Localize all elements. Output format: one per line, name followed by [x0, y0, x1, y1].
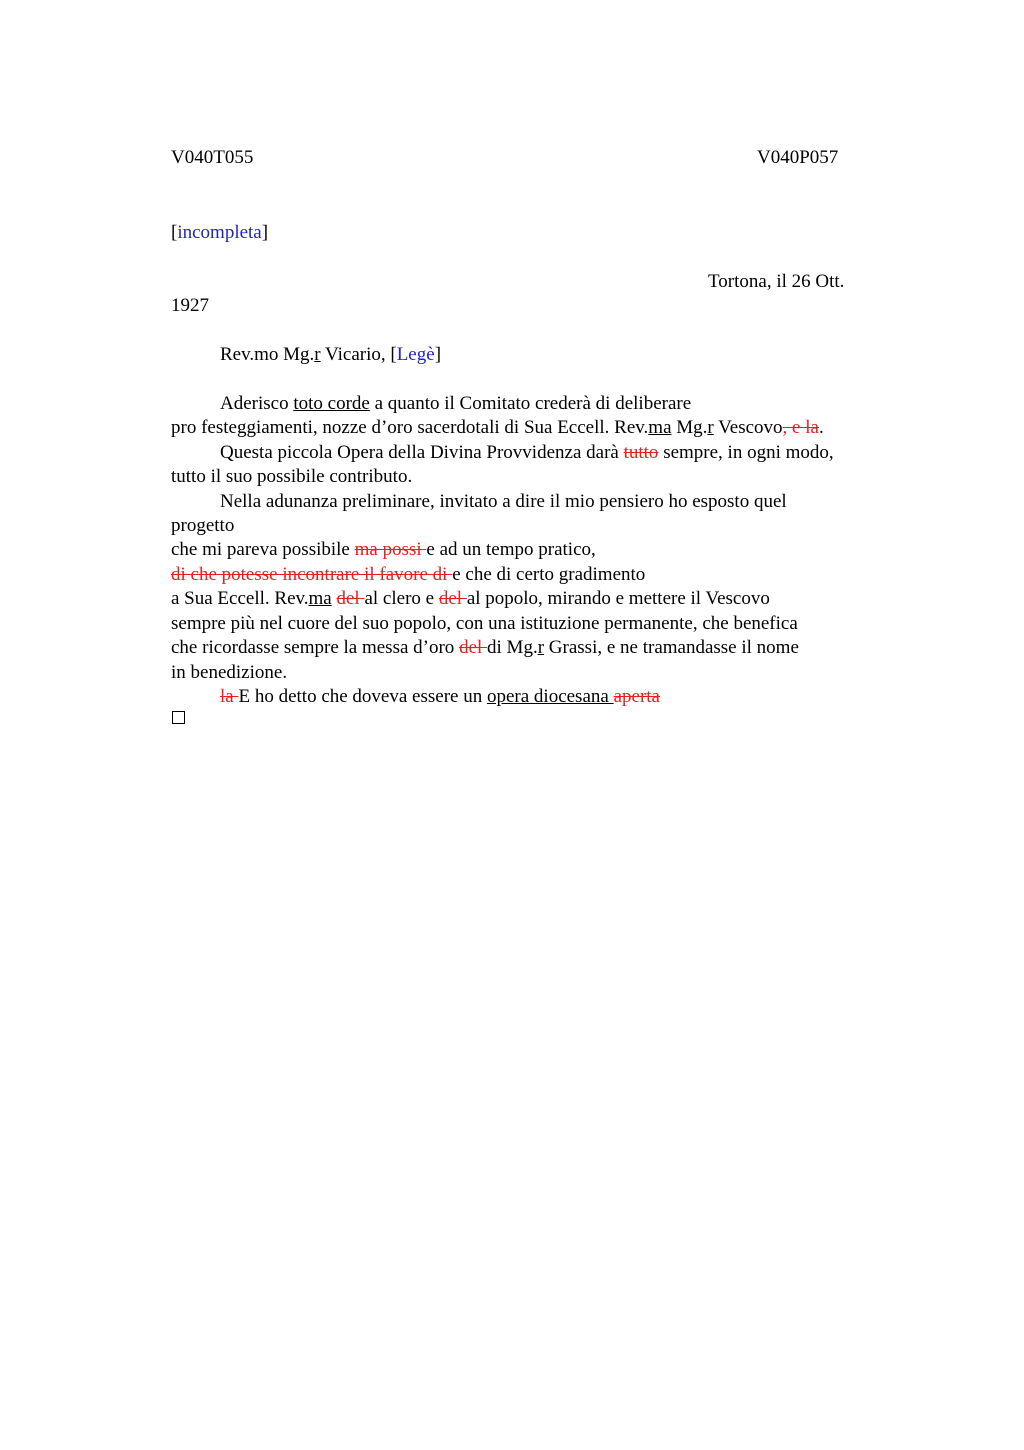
- deletion: la: [220, 686, 239, 707]
- note-incompleta: incompleta: [177, 222, 262, 243]
- deletion: del: [459, 637, 488, 658]
- text-line: la E ho detto che doveva essere un opera diocesana aperta: [220, 686, 660, 707]
- editorial-note: [incompleta]: [171, 222, 269, 243]
- doc-code-right: V040P057: [757, 147, 839, 168]
- deletion: tutto: [623, 442, 659, 463]
- text-line: sempre più nel cuore del suo popolo, con una istituzione permanente, che benefica: [171, 613, 798, 634]
- end-marker-square-icon: [172, 711, 185, 724]
- text-line: progetto: [171, 515, 235, 536]
- deletion: , e la: [782, 417, 819, 438]
- text-line: in benedizione.: [171, 662, 288, 683]
- salutation: Rev.mo Mg.r Vicario, [Legè]: [220, 344, 442, 365]
- doc-code-left: V040T055: [171, 147, 254, 168]
- dateline-year: 1927: [171, 295, 209, 316]
- deletion: aperta: [613, 686, 660, 707]
- text-line: tutto il suo possibile contributo.: [171, 466, 413, 487]
- text-line: che mi pareva possibile ma possi e ad un tempo pratico,: [171, 539, 596, 560]
- text-line: che ricordasse sempre la messa d’oro del di Mg.r Grassi, e ne tramandasse il nome: [171, 637, 799, 658]
- text-line: Aderisco toto corde a quanto il Comitato crederà di deliberare: [220, 393, 692, 414]
- dateline: Tortona, il 26 Ott.: [708, 271, 845, 292]
- deletion: di che potesse incontrare il favore di: [171, 564, 453, 585]
- deletion: ma possi: [354, 539, 427, 560]
- text-line: di che potesse incontrare il favore di e che di certo gradimento: [171, 564, 646, 585]
- text-line: pro festeggiamenti, nozze d’oro sacerdotali di Sua Eccell. Rev.ma Mg.r Vescovo, e la.: [171, 417, 824, 438]
- deletion: del: [336, 588, 365, 609]
- text-line: Nella adunanza preliminare, invitato a dire il mio pensiero ho esposto quel: [220, 491, 787, 512]
- text-line: Questa piccola Opera della Divina Provvidenza darà tutto sempre, in ogni modo,: [220, 442, 834, 463]
- recipient-name: Legè: [396, 344, 435, 365]
- deletion: del: [438, 588, 467, 609]
- text-line: a Sua Eccell. Rev.ma del al clero e del al popolo, mirando e mettere il Vescovo: [171, 588, 770, 609]
